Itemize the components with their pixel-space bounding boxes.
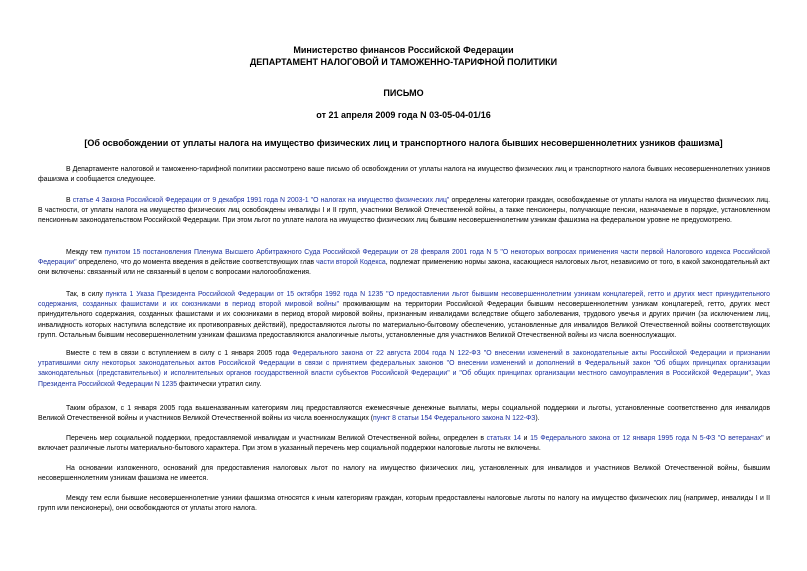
- legal-reference-link[interactable]: 15 Федерального закона от 12 января 1995 года N 5-ФЗ "О ветеранах": [530, 435, 764, 442]
- paragraph-text: Между тем если бывшие несовершеннолетние узники фашизма относятся к иным категориям граждан, которым предоставлены налоговые льготы по налогу на имущество физических лиц (например, инвалиды I и II групп или пенсионеры), они освобождаются от уплаты этого налога.: [38, 495, 770, 513]
- paragraph-text: Между тем: [66, 249, 105, 256]
- body-paragraph: [38, 434, 770, 454]
- legal-reference-link[interactable]: пункта 1 Указа Президента Российской Федерации от 15 октября 1992 года N 1235 "О предоставлении льгот бывшим несовершеннолетним узникам концлагерей, гетто и других мест принудительного содержания, созданных фашистами и их союзниками в период второй мировой войны": [38, 291, 770, 309]
- legal-reference-link[interactable]: части второй Кодекса: [316, 259, 386, 267]
- body-paragraph: [38, 494, 770, 514]
- paragraph-text: В: [66, 197, 73, 204]
- paragraph-text: В Департаменте налоговой и таможенно-тарифной политики рассмотрено ваше письмо об освобождении от уплаты налога на имущество физических лиц и транспортного налога бывших несовершеннолетних узников фашизма и сообщается следующее.: [38, 166, 770, 184]
- paragraph-text: ,: [750, 370, 756, 378]
- legal-reference-link[interactable]: статьях 14: [486, 435, 522, 442]
- paragraph-text: определено, что до момента введения в действие соответствующих глав: [76, 259, 317, 267]
- body-paragraph: [38, 248, 770, 279]
- legal-reference-link[interactable]: Указ Президента Российской Федерации N 1235: [38, 370, 770, 388]
- paragraph-text: Так, в силу: [66, 291, 106, 298]
- legal-reference-link[interactable]: Федерального закона от 22 августа 2004 года N 122-ФЗ "О внесении изменений в законодательные акты Российской Федерации и признании утратившими силу некоторых законодательных актов Российской Федерации в связи с принятием федеральных законов "О внесении изменений и дополнений в Федеральный закон "Об общих принципах организации законодательных (представительных) и исполнительных органов государственной власти субъектов Российской Федерации" и "Об общих принципах организации местного самоуправления в Российской Федерации": [38, 350, 770, 378]
- legal-reference-link[interactable]: статье 4 Закона Российской Федерации от 9 декабря 1991 года N 2003-1 "О налогах на имущество физических лиц": [72, 197, 450, 204]
- legal-reference-link[interactable]: пунктом 15 постановления Пленума Высшего Арбитражного Суда Российской Федерации от 28 февраля 2001 года N 5 "О некоторых вопросах применения части первой Налогового кодекса Российской Федерации": [38, 249, 770, 267]
- document-date-number: от 21 апреля 2009 года N 03-05-04-01/16: [316, 110, 491, 120]
- paragraph-text: фактически утратил силу.: [177, 380, 262, 388]
- paragraph-text: Таким образом, с 1 января 2005 года вышеназванным категориям лиц предоставляются ежемесячные денежные выплаты, меры социальной поддержки и льготы, установленные соответственно для инвалидов Великой Отечественной войны и участников Великой Отечественной войны из числа военнослужащих (: [38, 405, 770, 423]
- body-paragraph: [38, 196, 770, 227]
- paragraph-text: определены категории граждан, освобождаемые от уплаты налога на имущество физических лиц. В частности, от уплаты налога на имущество физических лиц освобождены инвалиды I и II групп, участники Великой Отечественной войны, а также пенсионеры, получающие пенсии, назначаемые в порядке, установленном пенсионным законодательством Российской Федерации. При этом льгот по уплате налога на имущество физических лиц бывшим несовершеннолетним узникам фашизма на федеральном уровне не предусмотрено.: [38, 197, 770, 225]
- body-paragraph: [38, 349, 770, 390]
- paragraph-text: и включает различные льготы материально-бытового характера. При этом в указанный перечень мер социальной поддержки налоговые льготы не включены.: [38, 435, 771, 453]
- body-paragraph: [38, 165, 770, 185]
- paragraph-text: и: [521, 435, 531, 442]
- paragraph-text: ).: [535, 415, 540, 423]
- body-paragraph: [38, 290, 770, 341]
- paragraph-text: Вместе с тем в связи с вступлением в силу с 1 января 2005 года: [66, 350, 293, 357]
- document-title: [Об освобождении от уплаты налога на имущество физических лиц и транспортного налога бывших несовершеннолетних узников фашизма]: [84, 138, 723, 148]
- document-type: ПИСЬМО: [383, 88, 424, 98]
- body-paragraph: [38, 404, 770, 424]
- legal-reference-link[interactable]: пункт 8 статьи 154 Федерального закона N 122-ФЗ: [373, 415, 536, 423]
- department-name: ДЕПАРТАМЕНТ НАЛОГОВОЙ И ТАМОЖЕННО-ТАРИФНОЙ ПОЛИТИКИ: [249, 57, 558, 67]
- paragraph-text: Перечень мер социальной поддержки, предоставляемой инвалидам и участникам Великой Отечественной войны, определен в: [66, 435, 487, 442]
- paragraph-text: проживающим на территории Российской Федерации бывшим несовершеннолетним узникам концлагерей, гетто, других мест принудительного содержания, созданных фашистами и их союзниками в период второй мировой войны, признанным инвалидами вследствие общего заболевания, трудового увечья и других причин (за исключением лиц, инвалидность которых наступила вследствие их противоправных действий), предоставляются льготы по материально-бытовому обеспечению, установленные для инвалидов Великой Отечественной войны соответствующих групп. Остальным бывшим несовершеннолетним узникам фашизма предоставляются аналогичные льготы, установленные для участников Великой Отечественной войны из числа военнослужащих.: [38, 301, 770, 339]
- body-paragraph: [38, 464, 770, 484]
- paragraph-text: , подлежат применению нормы закона, касающиеся налоговых льгот, независимо от того, в какой законодательный акт они включены: связанный или не связанный в целом с вопросами налогообложения.: [38, 259, 770, 277]
- ministry-name: Министерство финансов Российской Федерации: [293, 45, 514, 55]
- paragraph-text: На основании изложенного, оснований для предоставления налоговых льгот по налогу на имущество физических лиц, установленных для инвалидов и участников Великой Отечественной войны, бывшим несовершеннолетним узникам фашизма не имеется.: [38, 465, 770, 483]
